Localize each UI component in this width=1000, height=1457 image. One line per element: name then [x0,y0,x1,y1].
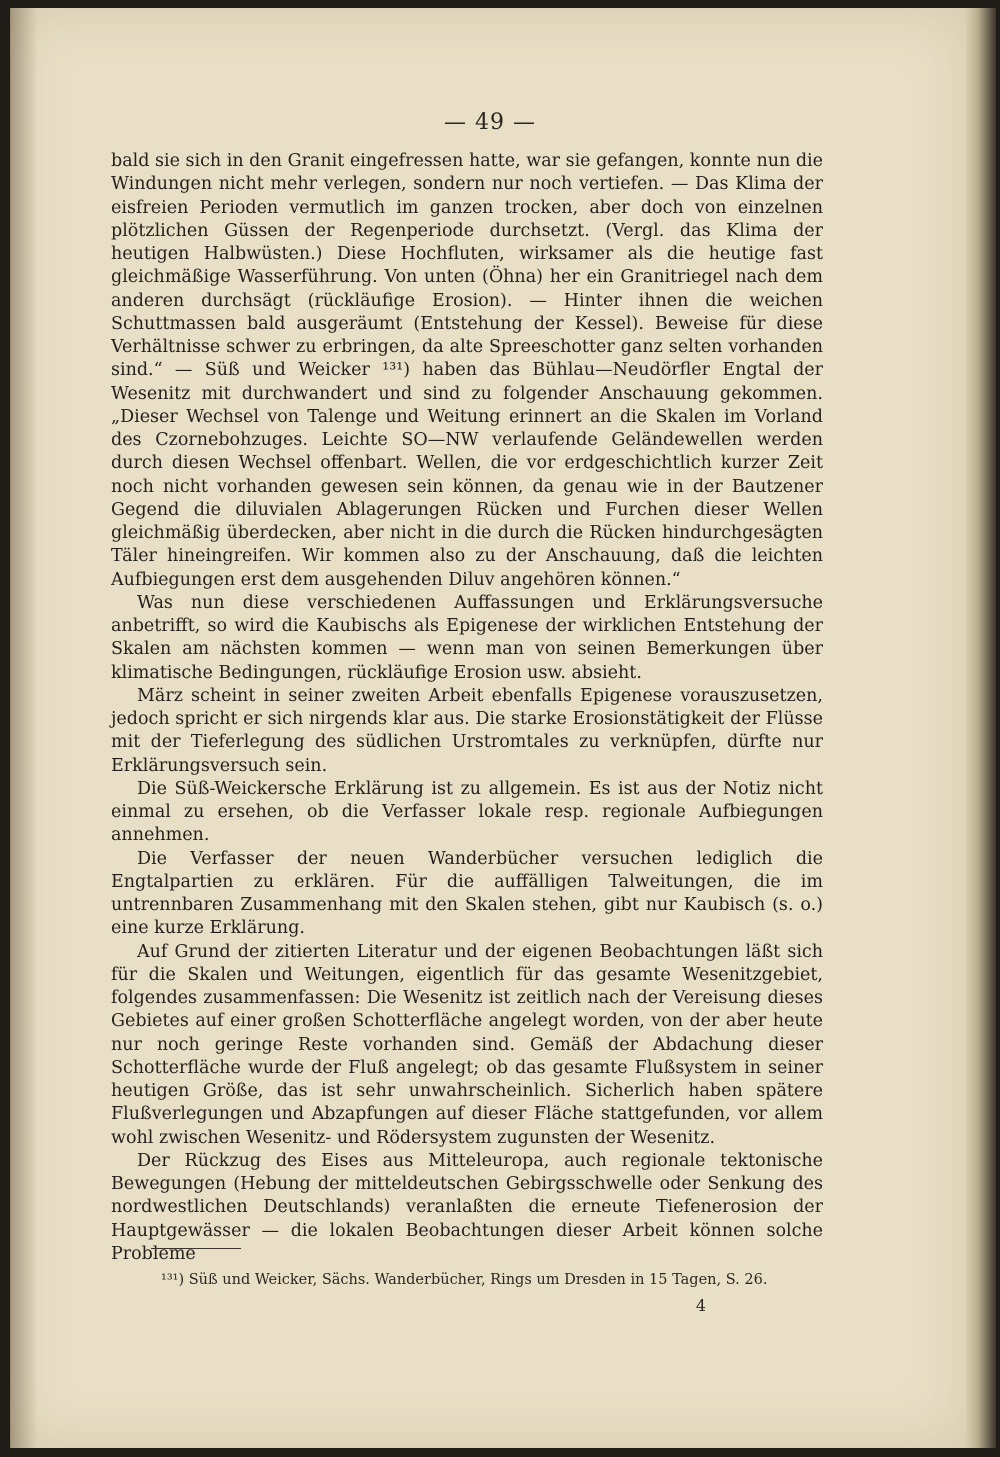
paragraph: Die Süß-Weickersche Erklärung ist zu allgemein. Es ist aus der Notiz nicht einmal zu ersehen, ob die Verfasser lokale resp. regionale Aufbiegungen annehmen. [111,778,823,846]
paragraph: März scheint in seiner zweiten Arbeit ebenfalls Epigenese vorauszusetzen, jedoch spricht er sich nirgends klar aus. Die starke Erosionstätigkeit der Flüsse mit der Tieferlegung des südlichen Urstromtales zu verknüpfen, dürfte nur Erklärungsversuch sein. [111,685,823,776]
page-edge [966,8,996,1448]
paragraph: Die Verfasser der neuen Wanderbücher versuchen lediglich die Engtalpartien zu erklären. Für die auffälligen Talweitungen, die im untrennbaren Zusammenhang mit den Skalen stehen, gibt nur Kaubisch (s. o.) eine kurze Erklärung. [111,848,823,939]
footnote-divider [151,1248,241,1249]
book-page [10,8,969,1448]
printer-signature: 4 [695,1296,707,1315]
paragraph: Der Rückzug des Eises aus Mitteleuropa, auch regionale tektonische Bewegungen (Hebung der mitteldeutschen Gebirgsschwelle oder Senkung des nordwestlichen Deutschlands) veranlaßten die erneute Tiefenerosion der Hauptgewässer — die lokalen Beobachtungen dieser Arbeit können solche Probleme [111,1150,823,1264]
paragraph: bald sie sich in den Granit eingefressen hatte, war sie gefangen, konnte nun die Windungen nicht mehr verlegen, sondern nur noch vertiefen. — Das Klima der eisfreien Perioden vermutlich im ganzen trocken, aber doch von einzelnen plötzlichen Güssen der Regenperiode durchsetzt. (Vergl. das Klima der heutigen Halbwüsten.) Diese Hochfluten, wirksamer als die heutige fast gleichmäßige Wasserführung. Von unten (Öhna) her ein Granitriegel nach dem anderen durchsägt (rückläufige Erosion). — Hinter ihnen die weichen Schuttmassen bald ausgeräumt (Entstehung der Kessel). Beweise für diese Verhältnisse schwer zu erbringen, da alte Spreeschotter ganz selten vorhanden sind.“ — Süß und Weicker ¹³¹) haben das Bühlau—Neudörfler Engtal der Wesenitz mit durchwandert und sind zu folgender Anschauung gekommen. „Dieser Wechsel von Talenge und Weitung erinnert an die Skalen im Vorland des Czornebohzuges. Leichte SO—NW verlaufende Geländewellen werden durch diesen Wechsel offenbart. Wellen, die vor erdgeschichtlich kurzer Zeit noch nicht vorhanden gewesen sein können, da genau wie in der Bautzener Gegend die diluvialen Ablagerungen Rücken und Furchen dieser Wellen gleichmäßig überdecken, aber nicht in die durch die Rücken hindurchgesägten Täler hineingreifen. Wir kommen also zu der Anschauung, daß die leichten Aufbiegungen erst dem ausgehenden Diluv angehören können.“ [111,151,823,590]
paragraph: Auf Grund der zitierten Literatur und der eigenen Beobachtungen läßt sich für die Skalen und Weitungen, eigentlich für das gesamte Wesenitzgebiet, folgendes zusammenfassen: Die Wesenitz ist zeitlich nach der Vereisung dieses Gebietes auf einer großen Schotterfläche angelegt worden, von der aber heute nur noch geringe Reste vorhanden sind. Gemäß der Abdachung dieser Schotterfläche wurde der Fluß angelegt; ob das gesamte Flußsystem in seiner heutigen Größe, das ist sehr unwahrscheinlich. Sicherlich haben spätere Flußverlegungen und Abzapfungen auf dieser Fläche stattgefunden, vor allem wohl zwischen Wesenitz- und Rödersystem zugunsten der Wesenitz. [111,941,823,1148]
body-text [111,150,823,1266]
page-number: — 49 — [444,110,536,135]
paragraph: Was nun diese verschiedenen Auffassungen und Erklärungsversuche anbetrifft, so wird die Kaubischs als Epigenese der wirklichen Entstehung der Skalen am nächsten kommen — wenn man von seinen Bemerkungen über klimatische Bedingungen, rückläufige Erosion usw. absieht. [111,592,823,683]
footnote: ¹³¹) Süß und Weicker, Sächs. Wanderbücher, Rings um Dresden in 15 Tagen, S. 26. [161,1272,768,1288]
gutter-shadow [10,8,38,1448]
